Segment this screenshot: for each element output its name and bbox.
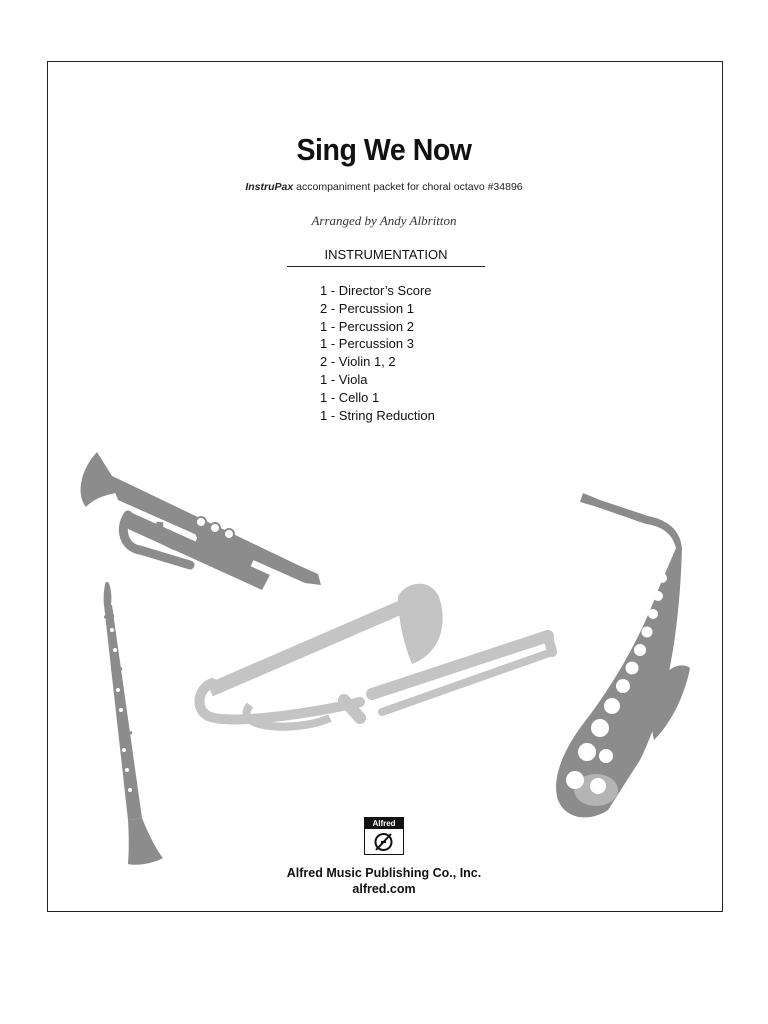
instrumentation-item: 2 - Violin 1, 2	[320, 354, 396, 370]
publisher-website: alfred.com	[352, 882, 416, 896]
publisher-name: Alfred Music Publishing Co., Inc.	[286, 866, 482, 880]
subtitle-brand: InstruPax	[245, 181, 294, 193]
instrumentation-item: 1 - Percussion 2	[320, 318, 414, 334]
subtitle-text: accompaniment packet for choral octavo #34896	[293, 181, 523, 193]
logo-mark	[368, 831, 399, 852]
instrumentation-item: 2 - Percussion 1	[320, 300, 414, 316]
alfred-logo-icon	[364, 817, 404, 855]
instrumentation-item: 1 - Director’s Score	[320, 283, 432, 298]
instrumentation-item: 1 - Cello 1	[320, 389, 380, 405]
page-title: Sing We Now	[296, 132, 472, 167]
clarinet-icon	[104, 582, 163, 865]
logo-wordmark: Alfred	[365, 818, 403, 829]
arranger-credit: Arranged by Andy Albritton	[311, 213, 457, 228]
instrumentation-item: 1 - Percussion 3	[320, 336, 414, 352]
saxophone-icon	[556, 493, 690, 817]
instrumentation-item: 1 - Viola	[320, 371, 368, 387]
instrumentation-item: 1 - String Reduction	[320, 407, 435, 423]
trumpet-icon	[81, 452, 321, 590]
trombone-icon	[199, 584, 552, 727]
instrumentation-heading: INSTRUMENTATION	[287, 247, 485, 267]
